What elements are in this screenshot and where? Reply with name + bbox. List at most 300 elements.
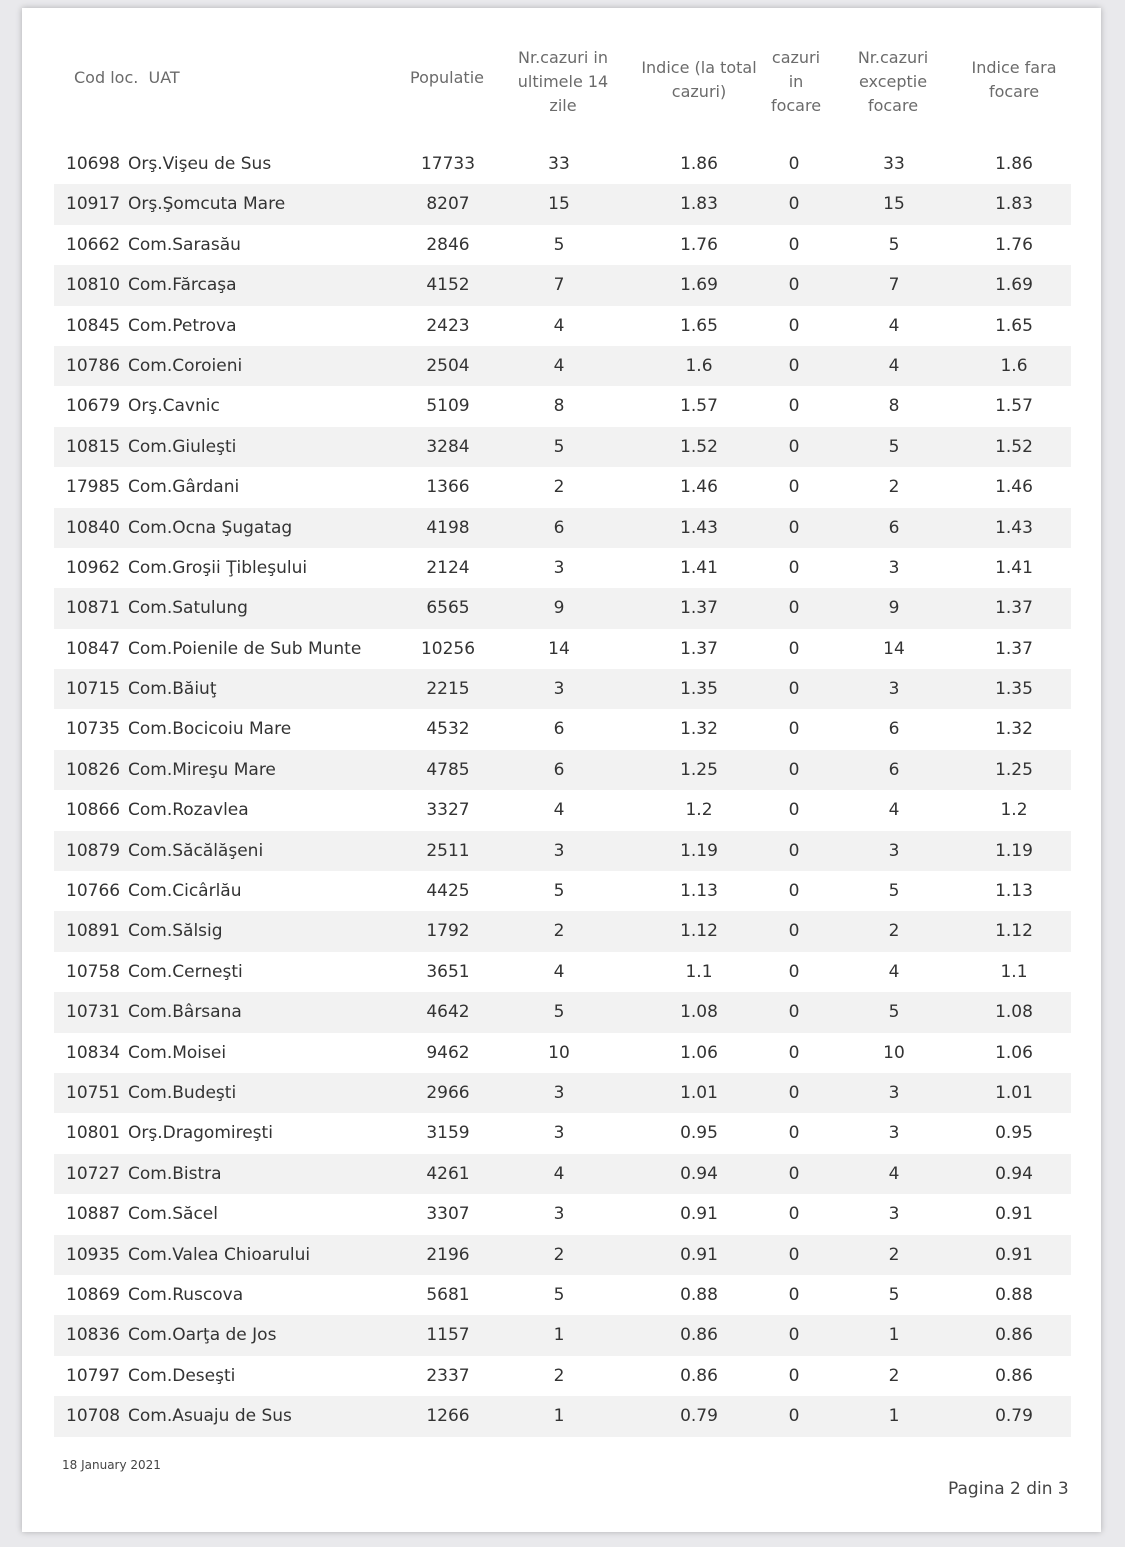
cell-code: 10917 bbox=[66, 194, 121, 215]
cell-code: 10810 bbox=[66, 275, 121, 296]
cell-uat: Com.Deseşti bbox=[128, 1365, 236, 1386]
cell-population: 2511 bbox=[426, 840, 470, 861]
cell-code: 17985 bbox=[66, 477, 121, 498]
cell-focare: 0 bbox=[788, 194, 800, 215]
cell-code: 10891 bbox=[66, 921, 121, 942]
cell-index: 0.86 bbox=[680, 1365, 718, 1386]
cell-index: 1.12 bbox=[680, 921, 718, 942]
cell-cases: 4 bbox=[553, 355, 565, 376]
cell-code: 10708 bbox=[66, 1406, 121, 1427]
cell-uat: Com.Budeşti bbox=[128, 1082, 237, 1103]
cell-cases: 6 bbox=[553, 517, 565, 538]
cell-population: 4198 bbox=[426, 517, 470, 538]
cell-index: 1.01 bbox=[680, 1082, 718, 1103]
cell-exceptie: 3 bbox=[888, 679, 900, 700]
cell-code: 10727 bbox=[66, 1163, 121, 1184]
table-row bbox=[54, 750, 1071, 790]
cell-code: 10845 bbox=[66, 315, 121, 336]
cell-population: 4261 bbox=[426, 1163, 470, 1184]
cell-cases: 6 bbox=[553, 719, 565, 740]
cell-focare: 0 bbox=[788, 355, 800, 376]
cell-index-fara: 0.91 bbox=[995, 1204, 1033, 1225]
header-exceptie-line3: focare bbox=[867, 96, 919, 115]
cell-index: 1.06 bbox=[680, 1042, 718, 1063]
cell-code: 10840 bbox=[66, 517, 121, 538]
table-row bbox=[54, 992, 1071, 1032]
cell-exceptie: 4 bbox=[888, 355, 900, 376]
table-row bbox=[54, 548, 1071, 588]
table-row bbox=[54, 911, 1071, 951]
header-index-fara-line2: focare bbox=[988, 82, 1040, 101]
header-focare bbox=[764, 46, 828, 118]
cell-population: 2337 bbox=[426, 1365, 470, 1386]
cell-index: 1.13 bbox=[680, 881, 718, 902]
header-uat-label: UAT bbox=[148, 68, 180, 87]
cell-exceptie: 8 bbox=[888, 396, 900, 417]
cell-population: 4532 bbox=[426, 719, 470, 740]
cell-uat: Com.Bocicoiu Mare bbox=[128, 719, 292, 740]
cell-index-fara: 1.86 bbox=[995, 154, 1033, 174]
cell-cases: 9 bbox=[553, 598, 565, 619]
cell-code: 10836 bbox=[66, 1325, 121, 1346]
cell-index-fara: 1.08 bbox=[995, 1002, 1033, 1023]
table-row bbox=[54, 1315, 1071, 1355]
cell-cases: 2 bbox=[553, 1244, 565, 1265]
header-cases14 bbox=[508, 46, 618, 118]
cell-cases: 4 bbox=[553, 800, 565, 821]
cell-focare: 0 bbox=[788, 154, 800, 174]
cell-cases: 2 bbox=[553, 477, 565, 498]
cell-cases: 4 bbox=[553, 961, 565, 982]
cell-uat: Com.Poienile de Sub Munte bbox=[128, 638, 362, 659]
cell-uat: Com.Sălsig bbox=[128, 921, 223, 942]
cell-focare: 0 bbox=[788, 1244, 800, 1265]
cell-index-fara: 0.88 bbox=[995, 1284, 1033, 1305]
table-row bbox=[54, 265, 1071, 305]
cell-index-fara: 1.69 bbox=[995, 275, 1033, 296]
table-row bbox=[54, 184, 1071, 224]
cell-index: 1.69 bbox=[680, 275, 718, 296]
cell-index-fara: 1.01 bbox=[995, 1082, 1033, 1103]
cell-code: 10887 bbox=[66, 1204, 121, 1225]
cell-index: 1.35 bbox=[680, 679, 718, 700]
cell-exceptie: 3 bbox=[888, 840, 900, 861]
cell-uat: Com.Coroieni bbox=[128, 355, 243, 376]
cell-focare: 0 bbox=[788, 1365, 800, 1386]
table-row bbox=[54, 1113, 1071, 1153]
table-row bbox=[54, 790, 1071, 830]
table-row bbox=[54, 709, 1071, 749]
cell-uat: Com.Petrova bbox=[128, 315, 237, 336]
cell-index-fara: 1.35 bbox=[995, 679, 1033, 700]
table-row bbox=[54, 1356, 1071, 1396]
cell-focare: 0 bbox=[788, 1042, 800, 1063]
cell-uat: Com.Giuleşti bbox=[128, 436, 237, 457]
cell-index-fara: 0.94 bbox=[995, 1163, 1033, 1184]
cell-cases: 2 bbox=[553, 1365, 565, 1386]
cell-population: 2215 bbox=[426, 679, 470, 700]
header-code-label: Cod loc. bbox=[74, 68, 139, 87]
cell-population: 4152 bbox=[426, 275, 470, 296]
cell-uat: Com.Oarţa de Jos bbox=[128, 1325, 277, 1346]
cell-exceptie: 3 bbox=[888, 1082, 900, 1103]
cell-index-fara: 1.76 bbox=[995, 234, 1033, 255]
cell-cases: 5 bbox=[553, 436, 565, 457]
cell-focare: 0 bbox=[788, 315, 800, 336]
cell-focare: 0 bbox=[788, 921, 800, 942]
cell-exceptie: 4 bbox=[888, 315, 900, 336]
cell-uat: Com.Cerneşti bbox=[128, 961, 243, 982]
cell-index-fara: 1.37 bbox=[995, 638, 1033, 659]
cell-index: 1.46 bbox=[680, 477, 718, 498]
cell-index: 1.57 bbox=[680, 396, 718, 417]
cell-uat: Com.Satulung bbox=[128, 598, 248, 619]
table-row bbox=[54, 952, 1071, 992]
cell-index-fara: 1.1 bbox=[1000, 961, 1028, 982]
cell-code: 10662 bbox=[66, 234, 121, 255]
cell-code: 10698 bbox=[66, 154, 121, 174]
cell-exceptie: 7 bbox=[888, 275, 900, 296]
cell-cases: 1 bbox=[553, 1325, 565, 1346]
header-focare-line3: focare bbox=[770, 96, 822, 115]
cell-index: 1.6 bbox=[685, 355, 713, 376]
cell-index-fara: 1.19 bbox=[995, 840, 1033, 861]
cell-code: 10751 bbox=[66, 1082, 121, 1103]
table-row bbox=[54, 588, 1071, 628]
cell-focare: 0 bbox=[788, 275, 800, 296]
header-exceptie bbox=[848, 46, 938, 118]
cell-uat: Com.Bârsana bbox=[128, 1002, 242, 1023]
cell-code: 10766 bbox=[66, 881, 121, 902]
cell-exceptie: 2 bbox=[888, 1365, 900, 1386]
cell-focare: 0 bbox=[788, 1406, 800, 1427]
cell-cases: 5 bbox=[553, 1284, 565, 1305]
cell-uat: Orş.Cavnic bbox=[128, 396, 220, 417]
cell-population: 2504 bbox=[426, 355, 470, 376]
cell-exceptie: 5 bbox=[888, 234, 900, 255]
cell-focare: 0 bbox=[788, 759, 800, 780]
cell-population: 9462 bbox=[426, 1042, 470, 1063]
cell-code: 10758 bbox=[66, 961, 121, 982]
table-row bbox=[54, 1396, 1071, 1436]
cell-uat: Com.Săcel bbox=[128, 1204, 218, 1225]
cell-population: 4785 bbox=[426, 759, 470, 780]
cell-exceptie: 4 bbox=[888, 800, 900, 821]
cell-cases: 3 bbox=[553, 1082, 565, 1103]
cell-population: 17733 bbox=[420, 154, 476, 174]
cell-cases: 10 bbox=[548, 1042, 570, 1063]
cell-code: 10801 bbox=[66, 1123, 121, 1144]
cell-cases: 3 bbox=[553, 1123, 565, 1144]
table-row bbox=[54, 386, 1071, 426]
cell-exceptie: 15 bbox=[883, 194, 905, 215]
table-row bbox=[54, 144, 1071, 184]
cell-population: 5109 bbox=[426, 396, 470, 417]
cell-focare: 0 bbox=[788, 840, 800, 861]
cell-cases: 4 bbox=[553, 1163, 565, 1184]
cell-cases: 14 bbox=[548, 638, 570, 659]
cell-uat: Com.Asuaju de Sus bbox=[128, 1406, 292, 1427]
cell-exceptie: 5 bbox=[888, 881, 900, 902]
cell-population: 1792 bbox=[426, 921, 470, 942]
cell-exceptie: 2 bbox=[888, 1244, 900, 1265]
cell-focare: 0 bbox=[788, 557, 800, 578]
cell-cases: 3 bbox=[553, 679, 565, 700]
cell-uat: Orş.Vişeu de Sus bbox=[128, 154, 272, 174]
cell-focare: 0 bbox=[788, 517, 800, 538]
cell-exceptie: 6 bbox=[888, 759, 900, 780]
cell-focare: 0 bbox=[788, 881, 800, 902]
header-cases14-line2: ultimele 14 bbox=[517, 72, 609, 91]
cell-exceptie: 6 bbox=[888, 719, 900, 740]
cell-index-fara: 1.41 bbox=[995, 557, 1033, 578]
cell-exceptie: 9 bbox=[888, 598, 900, 619]
cell-cases: 3 bbox=[553, 557, 565, 578]
cell-index-fara: 1.65 bbox=[995, 315, 1033, 336]
cell-code: 10866 bbox=[66, 800, 121, 821]
header-code bbox=[74, 66, 180, 90]
cell-exceptie: 1 bbox=[888, 1406, 900, 1427]
cell-exceptie: 1 bbox=[888, 1325, 900, 1346]
table-row bbox=[54, 1154, 1071, 1194]
cell-cases: 5 bbox=[553, 1002, 565, 1023]
cell-focare: 0 bbox=[788, 1123, 800, 1144]
cell-index-fara: 1.83 bbox=[995, 194, 1033, 215]
cell-population: 1157 bbox=[426, 1325, 470, 1346]
cell-uat: Com.Bistra bbox=[128, 1163, 222, 1184]
cell-focare: 0 bbox=[788, 396, 800, 417]
cell-focare: 0 bbox=[788, 1002, 800, 1023]
cell-index: 1.52 bbox=[680, 436, 718, 457]
cell-population: 2966 bbox=[426, 1082, 470, 1103]
cell-index: 1.25 bbox=[680, 759, 718, 780]
cell-cases: 3 bbox=[553, 840, 565, 861]
cell-uat: Com.Cicârlău bbox=[128, 881, 242, 902]
cell-population: 5681 bbox=[426, 1284, 470, 1305]
cell-cases: 6 bbox=[553, 759, 565, 780]
cell-exceptie: 5 bbox=[888, 1002, 900, 1023]
cell-focare: 0 bbox=[788, 638, 800, 659]
cell-code: 10871 bbox=[66, 598, 121, 619]
cell-index-fara: 1.6 bbox=[1000, 355, 1028, 376]
cell-index: 0.91 bbox=[680, 1204, 718, 1225]
cell-index-fara: 1.25 bbox=[995, 759, 1033, 780]
cell-population: 3159 bbox=[426, 1123, 470, 1144]
cell-index: 1.08 bbox=[680, 1002, 718, 1023]
header-focare-line1: cazuri bbox=[771, 48, 821, 67]
cell-index: 1.37 bbox=[680, 598, 718, 619]
cell-population: 3327 bbox=[426, 800, 470, 821]
table-row bbox=[54, 225, 1071, 265]
cell-population: 8207 bbox=[426, 194, 470, 215]
table-row bbox=[54, 1033, 1071, 1073]
table-row bbox=[54, 508, 1071, 548]
cell-uat: Com.Valea Chioarului bbox=[128, 1244, 311, 1265]
cell-uat: Orş.Şomcuta Mare bbox=[128, 194, 286, 215]
cell-index: 1.37 bbox=[680, 638, 718, 659]
cell-cases: 8 bbox=[553, 396, 565, 417]
header-index-total-line2: cazuri) bbox=[671, 82, 727, 101]
cell-index-fara: 1.57 bbox=[995, 396, 1033, 417]
cell-focare: 0 bbox=[788, 1163, 800, 1184]
page-number: Pagina 2 din 3 bbox=[948, 1479, 1069, 1499]
cell-code: 10786 bbox=[66, 355, 121, 376]
cell-index-fara: 0.91 bbox=[995, 1244, 1033, 1265]
cell-population: 4425 bbox=[426, 881, 470, 902]
cell-population: 3307 bbox=[426, 1204, 470, 1225]
cell-uat: Com.Ocna Şugatag bbox=[128, 517, 293, 538]
cell-focare: 0 bbox=[788, 1325, 800, 1346]
header-index-total bbox=[634, 56, 764, 104]
header-exceptie-line1: Nr.cazuri bbox=[857, 48, 929, 67]
table-row bbox=[54, 669, 1071, 709]
cell-exceptie: 3 bbox=[888, 1123, 900, 1144]
cell-exceptie: 3 bbox=[888, 557, 900, 578]
cell-index: 0.79 bbox=[680, 1406, 718, 1427]
cell-index: 0.86 bbox=[680, 1325, 718, 1346]
cell-focare: 0 bbox=[788, 1284, 800, 1305]
cell-population: 1266 bbox=[426, 1406, 470, 1427]
header-cases14-line1: Nr.cazuri in bbox=[518, 48, 608, 67]
document-page bbox=[22, 8, 1101, 1532]
cell-exceptie: 2 bbox=[888, 921, 900, 942]
cell-index: 1.76 bbox=[680, 234, 718, 255]
table-row bbox=[54, 346, 1071, 386]
cell-index-fara: 1.2 bbox=[1000, 800, 1028, 821]
table-row bbox=[54, 871, 1071, 911]
cell-index: 0.91 bbox=[680, 1244, 718, 1265]
cell-focare: 0 bbox=[788, 436, 800, 457]
cell-population: 1366 bbox=[426, 477, 470, 498]
cell-focare: 0 bbox=[788, 477, 800, 498]
table-row bbox=[54, 306, 1071, 346]
header-focare-line2: in bbox=[788, 72, 804, 91]
cell-code: 10869 bbox=[66, 1284, 121, 1305]
cell-index-fara: 1.12 bbox=[995, 921, 1033, 942]
cell-code: 10797 bbox=[66, 1365, 121, 1386]
cell-code: 10847 bbox=[66, 638, 121, 659]
cell-uat: Com.Săcălăşeni bbox=[128, 840, 264, 861]
cell-code: 10815 bbox=[66, 436, 121, 457]
cell-exceptie: 2 bbox=[888, 477, 900, 498]
cell-population: 4642 bbox=[426, 1002, 470, 1023]
cell-index: 1.65 bbox=[680, 315, 718, 336]
cell-focare: 0 bbox=[788, 719, 800, 740]
cell-code: 10879 bbox=[66, 840, 121, 861]
cell-population: 2846 bbox=[426, 234, 470, 255]
cell-index-fara: 0.86 bbox=[995, 1325, 1033, 1346]
cell-population: 2423 bbox=[426, 315, 470, 336]
cell-index-fara: 0.86 bbox=[995, 1365, 1033, 1386]
cell-index: 1.41 bbox=[680, 557, 718, 578]
cell-cases: 1 bbox=[553, 1406, 565, 1427]
document-date: 18 January 2021 bbox=[62, 1458, 161, 1472]
table-row bbox=[54, 427, 1071, 467]
header-exceptie-line2: exceptie bbox=[858, 72, 928, 91]
cell-uat: Com.Moisei bbox=[128, 1042, 227, 1063]
cell-exceptie: 5 bbox=[888, 1284, 900, 1305]
table-row bbox=[54, 1194, 1071, 1234]
cell-exceptie: 5 bbox=[888, 436, 900, 457]
cell-focare: 0 bbox=[788, 598, 800, 619]
cell-index-fara: 1.06 bbox=[995, 1042, 1033, 1063]
cell-index-fara: 1.13 bbox=[995, 881, 1033, 902]
cell-cases: 2 bbox=[553, 921, 565, 942]
table-row bbox=[54, 1073, 1071, 1113]
cell-uat: Com.Groşii Ţibleşului bbox=[128, 557, 308, 578]
cell-index: 0.88 bbox=[680, 1284, 718, 1305]
cell-index: 1.32 bbox=[680, 719, 718, 740]
cell-population: 10256 bbox=[420, 638, 476, 659]
cell-cases: 5 bbox=[553, 234, 565, 255]
table-row bbox=[54, 467, 1071, 507]
cell-exceptie: 6 bbox=[888, 517, 900, 538]
cell-cases: 3 bbox=[553, 1204, 565, 1225]
header-index-fara bbox=[964, 56, 1064, 104]
cell-uat: Com.Ruscova bbox=[128, 1284, 244, 1305]
cell-index: 1.86 bbox=[680, 154, 718, 174]
cell-index: 1.2 bbox=[685, 800, 713, 821]
header-population: Populatie bbox=[410, 68, 484, 87]
table-row bbox=[54, 831, 1071, 871]
cell-index-fara: 1.52 bbox=[995, 436, 1033, 457]
cell-index: 1.83 bbox=[680, 194, 718, 215]
cell-uat: Orş.Dragomireşti bbox=[128, 1123, 273, 1144]
cell-population: 3651 bbox=[426, 961, 470, 982]
cell-code: 10715 bbox=[66, 679, 121, 700]
cell-uat: Com.Rozavlea bbox=[128, 800, 249, 821]
cell-focare: 0 bbox=[788, 679, 800, 700]
cell-code: 10826 bbox=[66, 759, 121, 780]
cell-exceptie: 4 bbox=[888, 1163, 900, 1184]
cell-index-fara: 1.32 bbox=[995, 719, 1033, 740]
cell-index: 1.43 bbox=[680, 517, 718, 538]
cell-exceptie: 14 bbox=[883, 638, 905, 659]
cell-code: 10962 bbox=[66, 557, 121, 578]
cell-index: 1.19 bbox=[680, 840, 718, 861]
cell-population: 6565 bbox=[426, 598, 470, 619]
cell-uat: Com.Mireşu Mare bbox=[128, 759, 276, 780]
cell-focare: 0 bbox=[788, 1204, 800, 1225]
table-row bbox=[54, 1235, 1071, 1275]
cell-population: 2124 bbox=[426, 557, 470, 578]
table-row bbox=[54, 629, 1071, 669]
header-index-total-line1: Indice (la total bbox=[641, 58, 757, 77]
cell-cases: 7 bbox=[553, 275, 565, 296]
cell-focare: 0 bbox=[788, 800, 800, 821]
cell-index-fara: 0.95 bbox=[995, 1123, 1033, 1144]
header-index-fara-line1: Indice fara bbox=[971, 58, 1057, 77]
cell-exceptie: 33 bbox=[883, 154, 905, 174]
cell-exceptie: 3 bbox=[888, 1204, 900, 1225]
cell-uat: Com.Gârdani bbox=[128, 477, 240, 498]
cell-index-fara: 1.43 bbox=[995, 517, 1033, 538]
cell-index: 0.95 bbox=[680, 1123, 718, 1144]
cell-index-fara: 0.79 bbox=[995, 1406, 1033, 1427]
cell-focare: 0 bbox=[788, 961, 800, 982]
cell-index: 0.94 bbox=[680, 1163, 718, 1184]
cell-index-fara: 1.46 bbox=[995, 477, 1033, 498]
cell-exceptie: 10 bbox=[883, 1042, 905, 1063]
cell-code: 10935 bbox=[66, 1244, 121, 1265]
cell-code: 10731 bbox=[66, 1002, 121, 1023]
cell-code: 10834 bbox=[66, 1042, 121, 1063]
cell-index: 1.1 bbox=[685, 961, 713, 982]
cell-exceptie: 4 bbox=[888, 961, 900, 982]
cell-uat: Com.Băiuţ bbox=[128, 679, 217, 700]
cell-focare: 0 bbox=[788, 1082, 800, 1103]
cell-code: 10679 bbox=[66, 396, 121, 417]
